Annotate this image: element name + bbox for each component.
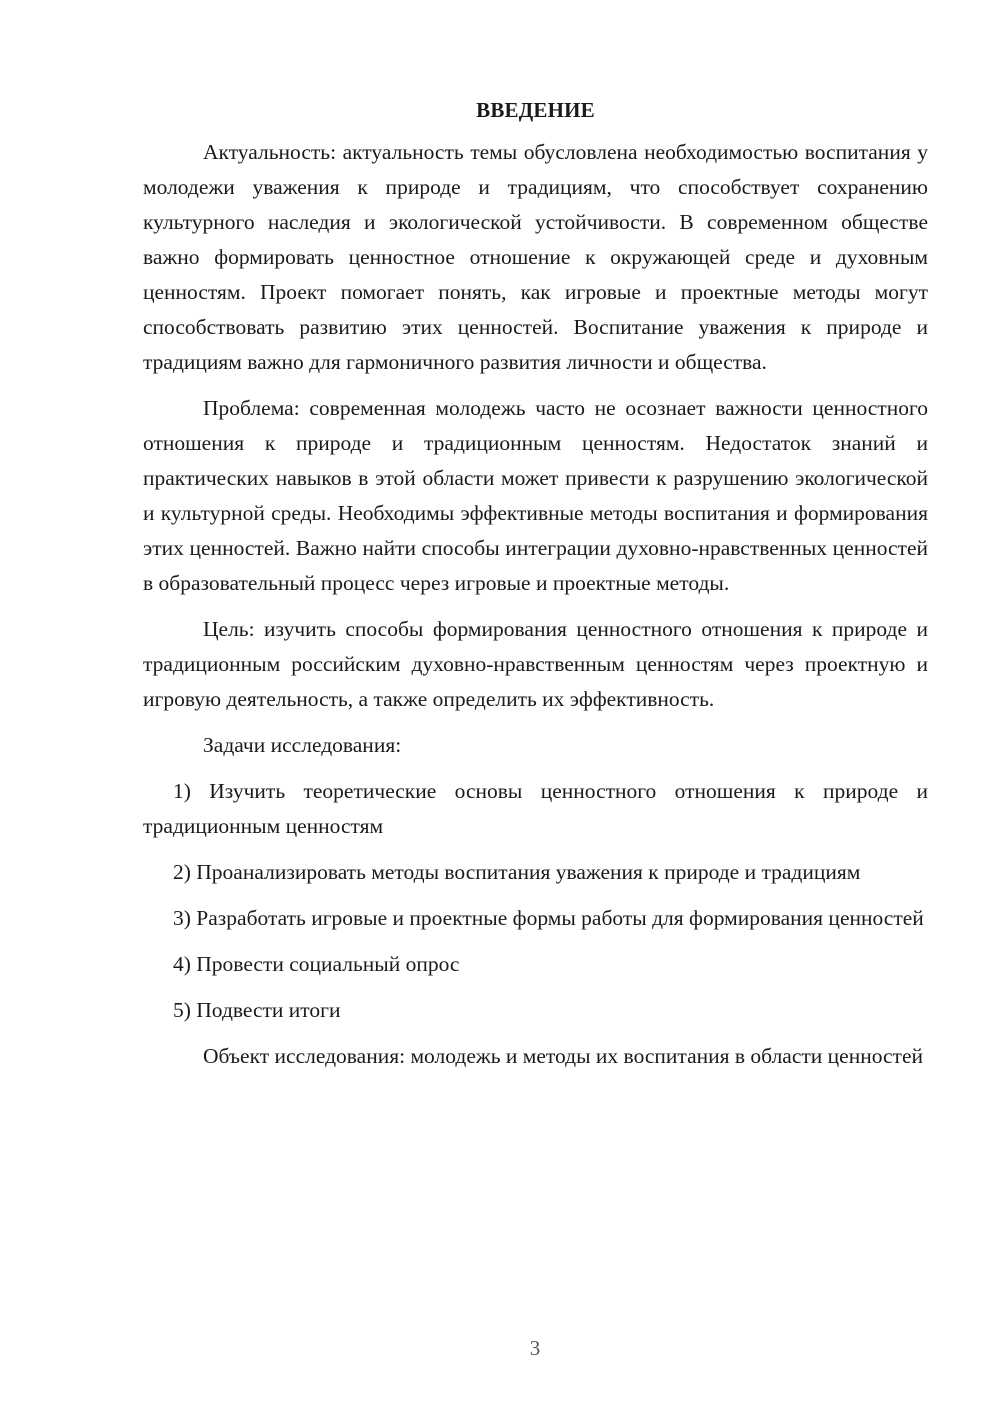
problem-paragraph: Проблема: современная молодежь часто не осознает важности ценностного отношения к природе и традиционным ценностям. Недостаток знаний и практических навыков в этой области может привести к разрушению экологической и культурной среды. Необходимы эффективные методы воспитания и формирования этих ценностей. Важно найти способы интеграции духовно-нравственных ценностей в образовательный процесс через игровые и проектные методы. (143, 396, 928, 595)
relevance-paragraph: Актуальность: актуальность темы обусловлена необходимостью воспитания у молодежи уважения к природе и традициям, что способствует сохранению культурного наследия и экологической устойчивости. В современном обществе важно формировать ценностное отношение к окружающей среде и духовным ценностям. Проект помогает понять, как игровые и проектные методы могут способствовать развитию этих ценностей. Воспитание уважения к природе и традициям важно для гармоничного развития личности и общества. (143, 140, 928, 374)
document-body (143, 96, 928, 1085)
object-paragraph: Объект исследования: молодежь и методы их воспитания в области ценностей (203, 1044, 923, 1068)
goal-paragraph: Цель: изучить способы формирования ценностного отношения к природе и традиционным российским духовно-нравственным ценностям через проектную и игровую деятельность, а также определить их эффективность. (143, 617, 928, 711)
task-item-2: 2) Проанализировать методы воспитания уважения к природе и традициям (173, 860, 861, 884)
section-title: ВВЕДЕНИЕ (476, 98, 595, 122)
task-item-4: 4) Провести социальный опрос (173, 952, 460, 976)
task-item-5: 5) Подвести итоги (173, 998, 341, 1022)
task-item-1: 1) Изучить теоретические основы ценностного отношения к природе и традиционным ценностям (143, 779, 928, 838)
task-item-3: 3) Разработать игровые и проектные формы работы для формирования ценностей (173, 906, 924, 930)
page-number: 3 (529, 1336, 541, 1360)
tasks-heading: Задачи исследования: (203, 733, 402, 757)
